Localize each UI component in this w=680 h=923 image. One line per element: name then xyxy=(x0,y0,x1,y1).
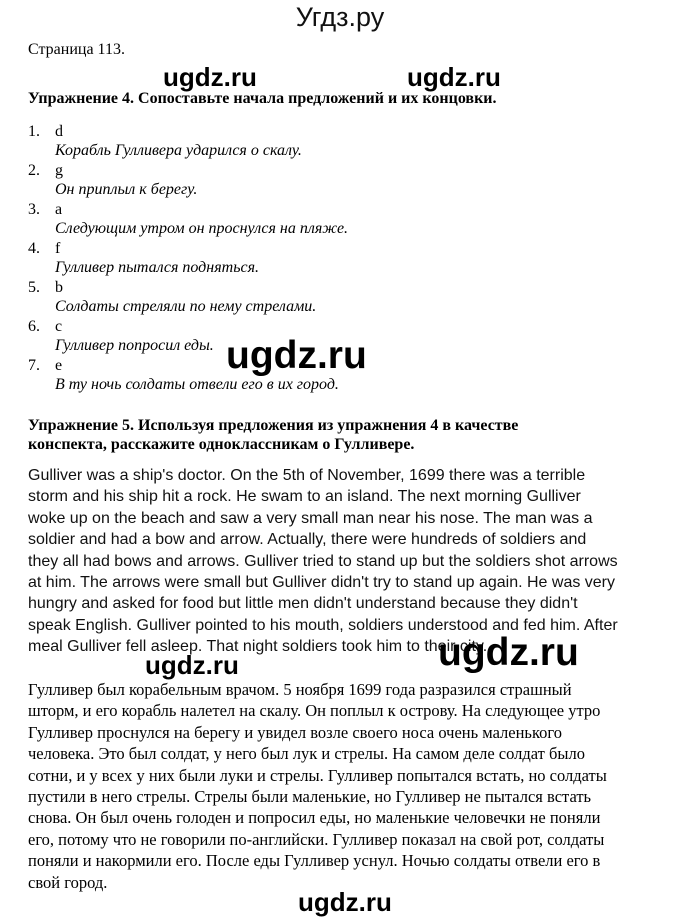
answer-letter: f xyxy=(55,240,61,257)
watermark: ugdz.ru xyxy=(226,334,367,377)
answer-item xyxy=(28,278,628,317)
answer-letter: b xyxy=(55,279,63,296)
answer-translation: В ту ночь солдаты отвели его в их город. xyxy=(55,376,339,393)
answer-item xyxy=(28,200,628,239)
answer-translation: Гулливер попросил еды. xyxy=(55,337,214,354)
watermark: ugdz.ru xyxy=(438,631,579,674)
watermark: ugdz.ru xyxy=(145,650,239,680)
exercise-4-heading: Упражнение 4. Сопоставьте начала предложений и их концовки. xyxy=(28,90,497,107)
answer-number: 3. xyxy=(28,201,40,218)
answer-translation: Следующим утром он проснулся на пляже. xyxy=(55,220,349,237)
answer-number: 2. xyxy=(28,162,40,179)
answer-letter: d xyxy=(55,123,63,140)
answer-number: 1. xyxy=(28,123,40,140)
russian-story: Гулливер был корабельным врачом. 5 ноября 1699 года разразился страшный шторм, и его корабль налетел на скалу. Он поплыл к острову. На следующее утро Гулливер проснулся на берегу и увидел возле своего носа очень маленького человека. Это был солдат, у него был лук и стрелы. На самом деле солдат было сотни, и у всех у них были луки и стрелы. Гулливер попытался встать, но солдаты пустили в него стрелы. Стрелы были маленькие, но Гулливер не пытался встать снова. Он был очень голоден и попросил еды, но маленькие человечки не поняли его, потому что не говорили по-английски. Гулливер показал на свой рот, солдаты поняли и накормили его. После еды Гулливер уснул. Ночью солдаты отвели его в свой город. xyxy=(28,680,607,892)
answer-number: 7. xyxy=(28,357,40,374)
answer-item xyxy=(28,122,628,161)
answer-translation: Солдаты стреляли по нему стрелами. xyxy=(55,298,317,315)
answer-letter: g xyxy=(55,162,63,179)
answer-number: 5. xyxy=(28,279,40,296)
answer-number: 4. xyxy=(28,240,40,257)
watermark: ugdz.ru xyxy=(407,62,501,92)
answer-number: 6. xyxy=(28,318,40,335)
watermark: ugdz.ru xyxy=(298,887,392,917)
answer-item xyxy=(28,161,628,200)
answer-translation: Он приплыл к берегу. xyxy=(55,181,198,198)
watermark: ugdz.ru xyxy=(163,62,257,92)
answer-letter: e xyxy=(55,357,63,374)
answer-item xyxy=(28,239,628,278)
answer-translation: Гулливер пытался подняться. xyxy=(55,259,260,276)
answer-letter: c xyxy=(55,318,63,335)
site-title: Угдз.ру xyxy=(295,2,385,32)
answer-letter: a xyxy=(55,201,63,218)
page-label: Страница 113. xyxy=(28,41,125,58)
exercise-5-heading: Упражнение 5. Используя предложения из упражнения 4 в качестве конспекта, расскажите одноклассникам о Гулливере. xyxy=(28,417,519,453)
answer-translation: Корабль Гулливера ударился о скалу. xyxy=(55,142,302,159)
english-story: Gulliver was a ship's doctor. On the 5th of November, 1699 there was a terrible storm and his ship hit a rock. He swam to an island. The next morning Gulliver woke up on the beach and saw a very small man near his nose. The man was a soldier and had a bow and arrow. Actually, there were hundreds of soldiers and they all had bows and arrows. Gulliver tried to stand up but the soldiers shot arrows at him. The arrows were small but Gulliver didn't try to stand up again. He was very hungry and asked for food but little men didn't understand because they didn't speak English. Gulliver pointed to his mouth, soldiers understood and fed him. After meal Gulliver fell asleep. That night soldiers took him to their city. xyxy=(28,467,618,656)
